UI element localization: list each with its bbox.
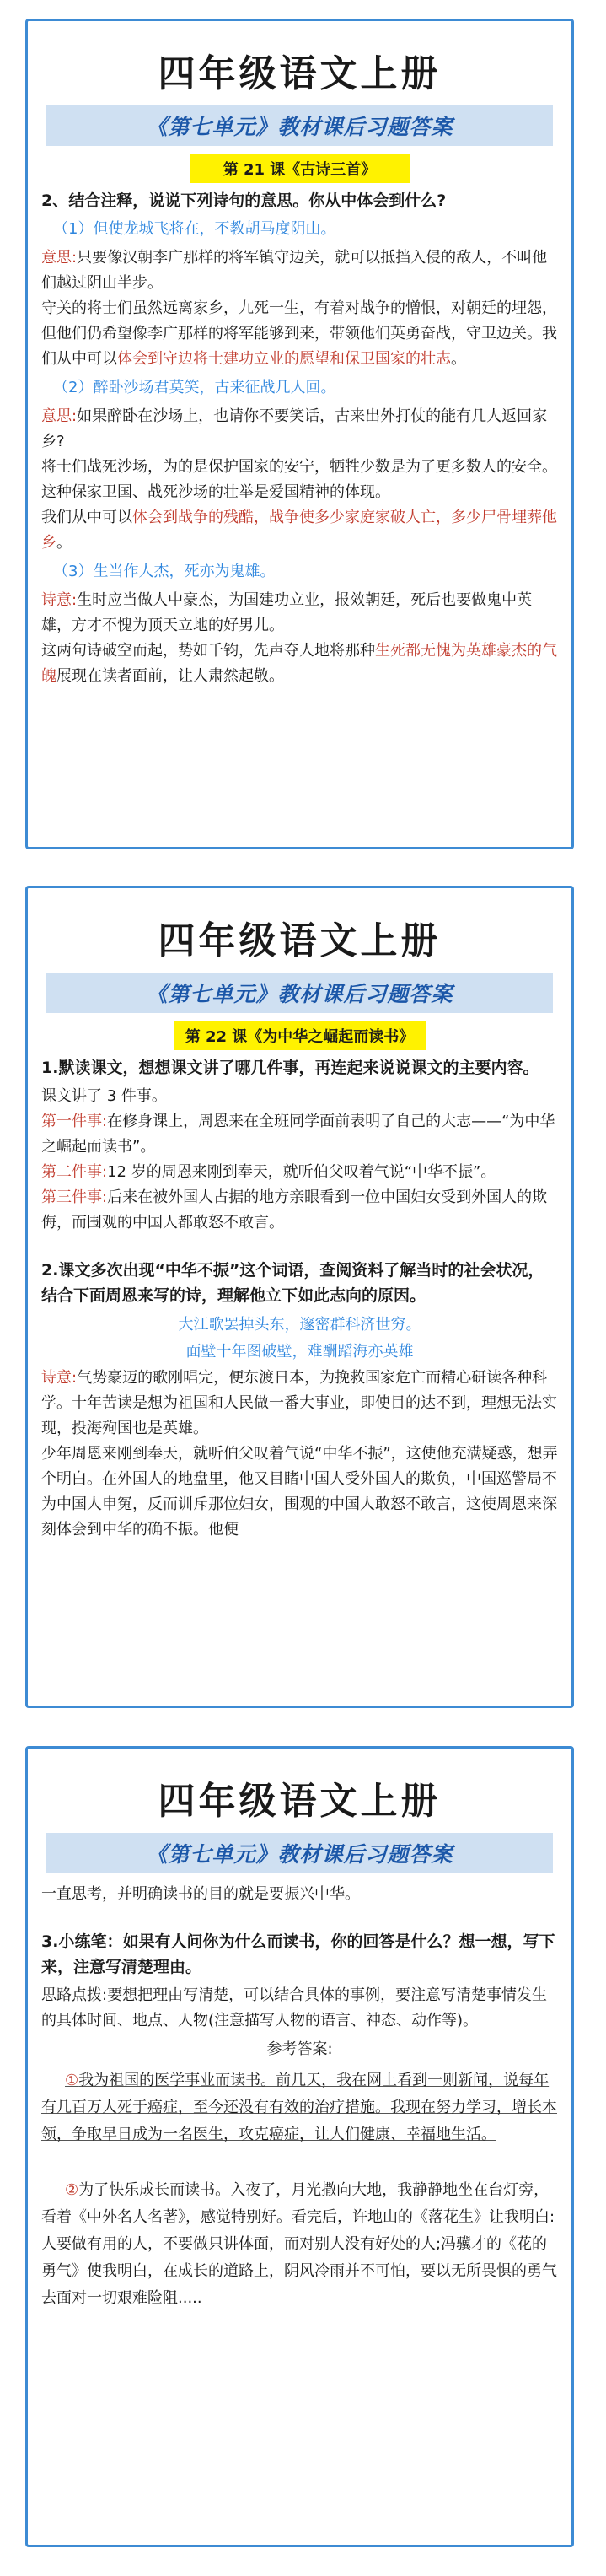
poem-line: （3）生当作人杰，死亦为鬼雄。 <box>53 563 276 580</box>
page-panel-3 <box>25 1746 574 2547</box>
poem-line: 面壁十年图破壁，难酬蹈海亦英雄 <box>185 1343 414 1361</box>
page-title: 四年级语文上册 <box>158 52 442 95</box>
analysis <box>41 296 558 372</box>
intro: 课文讲了 3 件事。 <box>41 1087 167 1105</box>
poem-line: 大江歌罢掉头东，邃密群科济世穷。 <box>178 1316 421 1334</box>
answer-number: ① <box>65 2072 79 2089</box>
meaning-text: 只要像汉朝李广那样的将军镇守边关，就可以抵挡入侵的敌人，不叫他们越过阴山半步。 <box>41 249 548 292</box>
analysis-text: 守关的将士们虽然远离家乡，九死一生，有着对战争的憎恨，对朝廷的埋怨，但他们仍希望像李广那样的将军能够到来，带领他们英勇奋战，守卫边关。我们从中可以 <box>41 299 557 368</box>
spacer <box>41 1907 558 1926</box>
analysis: 将士们战死沙场，为的是保护国家的安宁，牺牲少数是为了更多数人的安全。这种保家卫国、战死沙场的壮举是爱国精神的体现。 <box>41 458 557 501</box>
event <box>41 1109 558 1160</box>
question: 2.课文多次出现“中华不振”这个词语，查阅资料了解当时的社会状况，结合下面周恩来写的诗，理解他立下如此志向的原因。 <box>41 1261 544 1305</box>
lesson-badge: 第 21 课《古诗三首》 <box>190 154 410 183</box>
question: 1.默读课文，想想课文讲了哪几件事，再连起来说说课文的主要内容。 <box>41 1059 539 1077</box>
meaning-label: 意思: <box>41 249 78 267</box>
page-subtitle: 《第七单元》教材课后习题答案 <box>46 105 553 146</box>
event <box>41 1160 558 1185</box>
analysis-end: 。 <box>451 350 466 368</box>
answer-text: 我为祖国的医学事业而读书。前几天，我在网上看到一则新闻，说每年有几百万人死于癌症，至今还没有有效的治疗措施。我现在努力学习，增长本领，争取早日成为一名医生，攻克癌症，让人们健康、幸福地生活。 <box>41 2072 557 2143</box>
page-title: 四年级语文上册 <box>158 919 442 962</box>
answer-number: ② <box>65 2181 79 2199</box>
answer <box>41 2067 558 2148</box>
reference-heading: 参考答案: <box>266 2040 333 2058</box>
question: 2、结合注释，说说下列诗句的意思。你从中体会到什么? <box>41 191 447 210</box>
event-label: 第三件事: <box>41 1188 108 1206</box>
page-title: 四年级语文上册 <box>158 1780 442 1823</box>
answer <box>41 2177 558 2312</box>
hint: 思路点拨:要想把理由写清楚，可以结合具体的事例，要注意写清楚事情发生的具体时间、地点、人物(注意描写人物的语言、神态、动作等)。 <box>41 1986 548 2029</box>
page-panel-1 <box>25 19 574 849</box>
spacer <box>41 1236 558 1254</box>
analysis-end: 。 <box>56 534 72 552</box>
poem-line: （2）醉卧沙场君莫笑，古来征战几人回。 <box>53 379 336 396</box>
poetry-label: 诗意: <box>41 1369 78 1387</box>
lesson-badge: 第 22 课《为中华之崛起而读书》 <box>174 1021 426 1050</box>
meaning <box>41 1366 558 1442</box>
event-text: 在修身课上，周恩来在全班同学面前表明了自己的大志——“为中华之崛起而读书”。 <box>41 1113 555 1156</box>
meaning <box>41 588 558 639</box>
page-subtitle: 《第七单元》教材课后习题答案 <box>46 1833 553 1873</box>
meaning <box>41 404 558 455</box>
poem-line: （1）但使龙城飞将在，不教胡马度阴山。 <box>53 220 336 238</box>
meaning-text: 生时应当做人中豪杰，为国建功立业，报效朝廷，死后也要做鬼中英雄，方才不愧为顶天立地的好男儿。 <box>41 591 533 634</box>
event <box>41 1185 558 1236</box>
analysis-highlight: 生死都无愧为英雄豪杰的气魄 <box>41 642 557 685</box>
answer-text: 为了快乐成长而读书。入夜了，月光撒向大地，我静静地坐在台灯旁，看着《中外名人名著》，感觉特别好。看完后，许地山的《落花生》让我明白:人要做有用的人，不要做只讲体面，而对别人没有好处的人;冯骥才的《花的勇气》使我明白，在成长的道路上，阴风冷雨并不可怕，要以无所畏惧的勇气去面对一切艰难险阻..... <box>41 2181 557 2307</box>
meaning-text: 气势豪迈的歌刚唱完，便东渡日本，为挽救国家危亡而精心研读各种科学。十年苦读是想为祖国和人民做一番大事业，即使目的达不到，理想无法实现，投海殉国也是英雄。 <box>41 1369 557 1437</box>
analysis <box>41 505 558 556</box>
analysis <box>41 639 558 689</box>
analysis-end: 展现在读者面前，让人肃然起敬。 <box>56 667 284 685</box>
event-text: 12 岁的周恩来刚到奉天，就听伯父叹着气说“中华不振”。 <box>107 1163 496 1181</box>
page-subtitle: 《第七单元》教材课后习题答案 <box>46 973 553 1013</box>
meaning <box>41 245 558 296</box>
event-text: 后来在被外国人占据的地方亲眼看到一位中国妇女受到外国人的欺侮，而围观的中国人都敢怒不敢言。 <box>41 1188 548 1231</box>
event-label: 第二件事: <box>41 1163 108 1181</box>
analysis-highlight: 体会到守边将士建功立业的愿望和保卫国家的壮志 <box>117 350 451 368</box>
analysis-highlight: 体会到战争的残酷，战争使多少家庭家破人亡，多少尸骨埋葬他乡 <box>41 509 557 552</box>
spacer <box>41 2153 558 2172</box>
analysis-text: 这两句诗破空而起，势如千钧，先声夺人地将那种 <box>41 642 375 660</box>
continuation: 一直思考，并明确读书的目的就是要振兴中华。 <box>41 1885 360 1903</box>
event-label: 第一件事: <box>41 1113 108 1130</box>
meaning-text: 如果醉卧在沙场上，也请你不要笑话，古来出外打仗的能有几人返回家乡? <box>41 407 548 450</box>
meaning-label: 意思: <box>41 407 78 425</box>
question: 3.小练笔：如果有人问你为什么而读书，你的回答是什么？想一想，写下来，注意写清楚理由。 <box>41 1932 555 1976</box>
poetry-label: 诗意: <box>41 591 78 609</box>
analysis: 少年周恩来刚到奉天，就听伯父叹着气说“中华不振”，这使他充满疑惑，想弄个明白。在外国人的地盘里，他又目睹中国人受外国人的欺负，中国巡警局不为中国人申冤，反而训斥那位妇女，围观的中国人敢怒不敢言，这使周恩来深刻体会到中华的确不振。他便 <box>41 1445 558 1539</box>
analysis-text: 我们从中可以 <box>41 509 132 526</box>
page-panel-2 <box>25 886 574 1708</box>
